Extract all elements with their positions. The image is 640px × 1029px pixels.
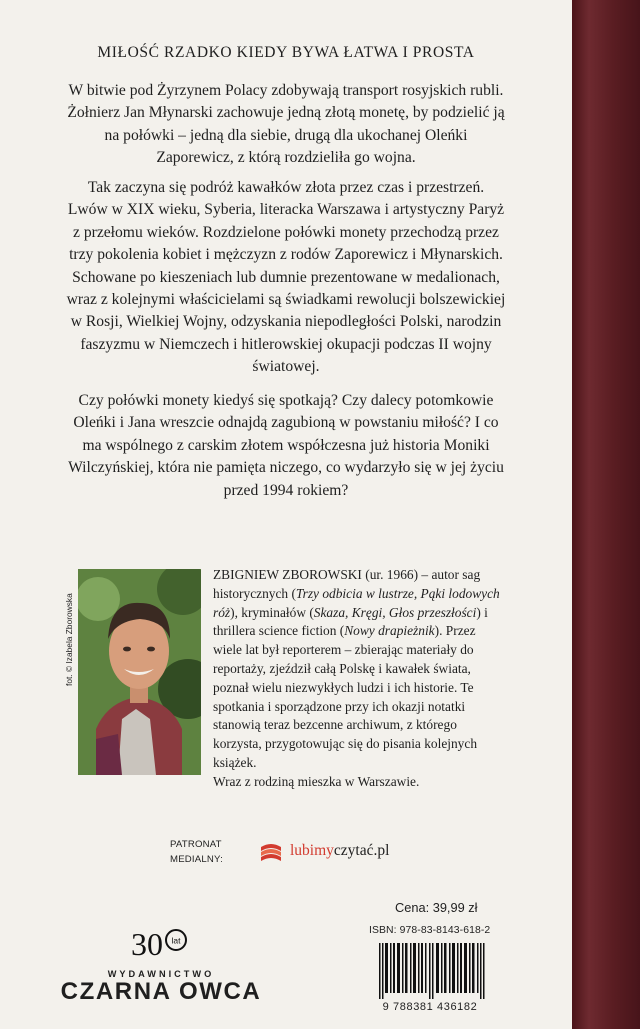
patronat-line-2: MEDIALNY: xyxy=(170,854,223,865)
publisher-name: CZARNA OWCA xyxy=(60,978,262,1005)
bio-text-3: ) i thrillera science fiction ( xyxy=(213,604,488,639)
bio-text-5: Wraz z rodziną mieszka w Warszawie. xyxy=(213,773,420,789)
patronat-line-1: PATRONAT xyxy=(170,839,222,850)
bio-text-4: ). Przez wiele lat był reporterem – zbierając materiały do reportaży, zjeździł całą Polskę i kawałek świata, poznał wielu niezwykłych ludzi i ich historie. Te spotkania i sporządzone przy ich okazji notatki stanowią teraz bezcenne archiwum, z którego korzysta, przygotowując się do pisania kolejnych książek. xyxy=(213,623,478,770)
lubimyczytac-part-2: czytać.pl xyxy=(333,842,390,859)
headline: MIŁOŚĆ RZADKO KIEDY BYWA ŁATWA I PROSTA xyxy=(97,44,475,61)
isbn: ISBN: 978-83-8143-618-2 xyxy=(369,925,491,936)
lubimyczytac-logo xyxy=(290,842,389,860)
book-spine xyxy=(572,0,640,1029)
price: Cena: 39,99 zł xyxy=(395,900,478,915)
anniversary-word: lat xyxy=(171,935,181,946)
publisher-label: WYDAWNICTWO xyxy=(107,969,215,979)
books-stack-icon xyxy=(258,838,284,866)
paragraph-questions: Czy połówki monety kiedyś się spotkają? Czy dalecy potomkowie Oleńki i Jana wreszcie odnajdą zagubioną w powstaniu miłość? I co ma wspólnego z carskim złotem współczesna już historia Moniki Wilczyńskiej, która nie pamięta niczego, co wydarzyło się w jej życiu przed 1994 rokiem? xyxy=(68,392,504,499)
lubimyczytac-part-1: lubimy xyxy=(290,842,334,859)
author-photo xyxy=(78,569,201,775)
paragraph-intro: W bitwie pod Żyrzynem Polacy zdobywają transport rosyjskich rubli. Żołnierz Jan Młynarski zachowuje jedną złotą monetę, by podzielić ją na połówki – jedną dla siebie, drugą dla ukochanej Oleńki Zaporewicz, z którą rozdzieliła go wojna. xyxy=(67,82,505,167)
media-patronage-label xyxy=(170,837,223,867)
bio-text-2: ), kryminałów ( xyxy=(230,604,314,620)
bio-title-sagas: Trzy odbicia w lustrze, Pąki lodowych róż xyxy=(213,585,500,620)
barcode-digits: 9 788381 436182 xyxy=(382,1001,478,1013)
photo-credit: fot. © Izabela Zborowska xyxy=(64,593,74,686)
paragraph-journey: Tak zaczyna się podróż kawałków złota przez czas i przestrzeń. Lwów w XIX wieku, Syberia, literacka Warszawa i artystyczny Paryż z przełomu wieków. Rozdzielone połówki monety przechodzą przez trzy pokolenia kobiet i mężczyzn z rodów Zaporewicz i Młynarskich. Schowane po kieszeniach lub dumnie prezentowane w medalionach, wraz z kolejnymi właścicielami są świadkami rewolucji bolszewickiej w Rosji, Wielkiej Wojny, odzyskania niepodległości Polski, narodzin faszyzmu w Niemczech i hitlerowskiej okupacji podczas II wojny światowej. xyxy=(66,179,506,376)
author-portrait-illustration xyxy=(78,569,201,775)
anniversary-badge xyxy=(131,924,191,964)
barcode xyxy=(379,943,487,999)
bio-title-crime: Skaza, Kręgi, Głos przeszłości xyxy=(313,604,477,620)
bio-title-scifi: Nowy drapieżnik xyxy=(344,623,435,639)
anniversary-number: 30 xyxy=(131,926,163,962)
author-bio xyxy=(213,566,503,792)
bio-text-1: ZBIGNIEW ZBOROWSKI (ur. 1966) – autor sag historycznych ( xyxy=(213,567,481,601)
